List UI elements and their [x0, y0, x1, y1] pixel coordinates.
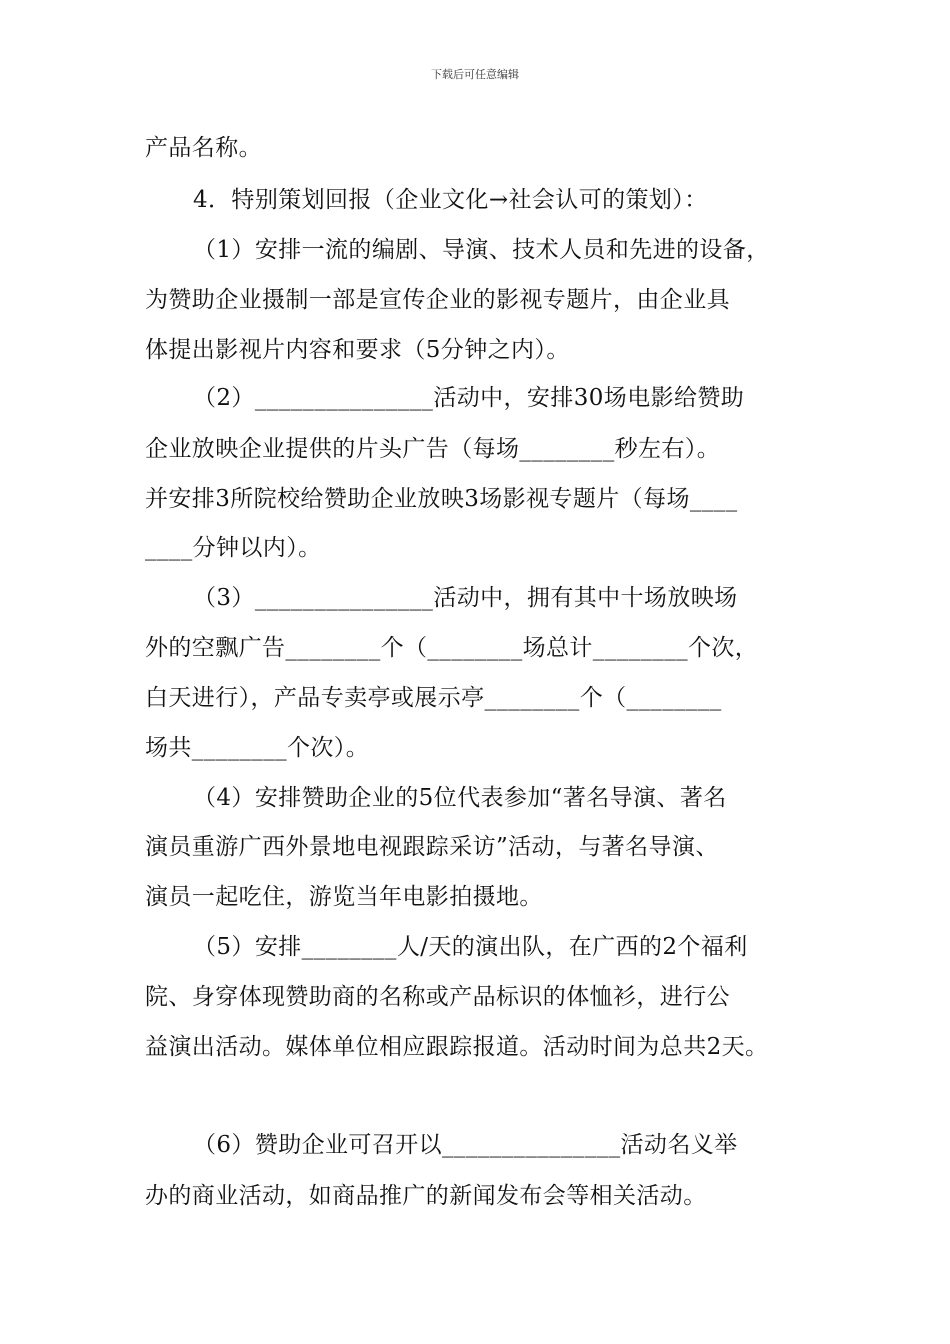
- text-line-6: （2）_______________活动中，安排30场电影给赞助: [193, 385, 745, 411]
- text-line-9: ____分钟以内）。: [145, 535, 322, 561]
- text-line-21: 办的商业活动，如商品推广的新闻发布会等相关活动。: [145, 1183, 707, 1209]
- page-header: 下载后可任意编辑: [431, 68, 519, 81]
- text-line-11: 外的空飘广告________个（________场总计________个次，: [145, 635, 759, 661]
- text-line-13: 场共________个次）。: [145, 735, 370, 761]
- text-line-1: 产品名称。: [145, 135, 262, 161]
- text-line-17: （5）安排________人/天的演出队，在广西的2个福利: [193, 934, 748, 960]
- text-line-14: （4）安排赞助企业的5位代表参加“著名导演、著名: [193, 785, 727, 811]
- text-line-20: （6）赞助企业可召开以_______________活动名义举: [193, 1132, 738, 1158]
- text-line-10: （3）_______________活动中，拥有其中十场放映场: [193, 585, 738, 611]
- text-line-4: 为赞助企业摄制一部是宣传企业的影视专题片，由企业具: [145, 287, 730, 313]
- text-line-3: （1）安排一流的编剧、导演、技术人员和先进的设备，: [193, 237, 770, 263]
- text-line-5: 体提出影视片内容和要求（5分钟之内）。: [145, 337, 570, 363]
- text-line-8: 并安排3所院校给赞助企业放映3场影视专题片（每场____: [145, 486, 738, 512]
- text-line-7: 企业放映企业提供的片头广告（每场________秒左右）。: [145, 436, 721, 462]
- text-line-19: 益演出活动。媒体单位相应跟踪报道。活动时间为总共2天。: [145, 1034, 769, 1060]
- text-line-16: 演员一起吃住，游览当年电影拍摄地。: [145, 884, 543, 910]
- text-line-18: 院、身穿体现赞助商的名称或产品标识的体恤衫，进行公: [145, 984, 730, 1010]
- text-line-15: 演员重游广西外景地电视跟踪采访”活动，与著名导演、: [145, 834, 719, 860]
- text-line-12: 白天进行），产品专卖亭或展示亭________个（________: [145, 685, 722, 711]
- text-line-2: 4．特别策划回报（企业文化→社会认可的策划）：: [193, 187, 708, 213]
